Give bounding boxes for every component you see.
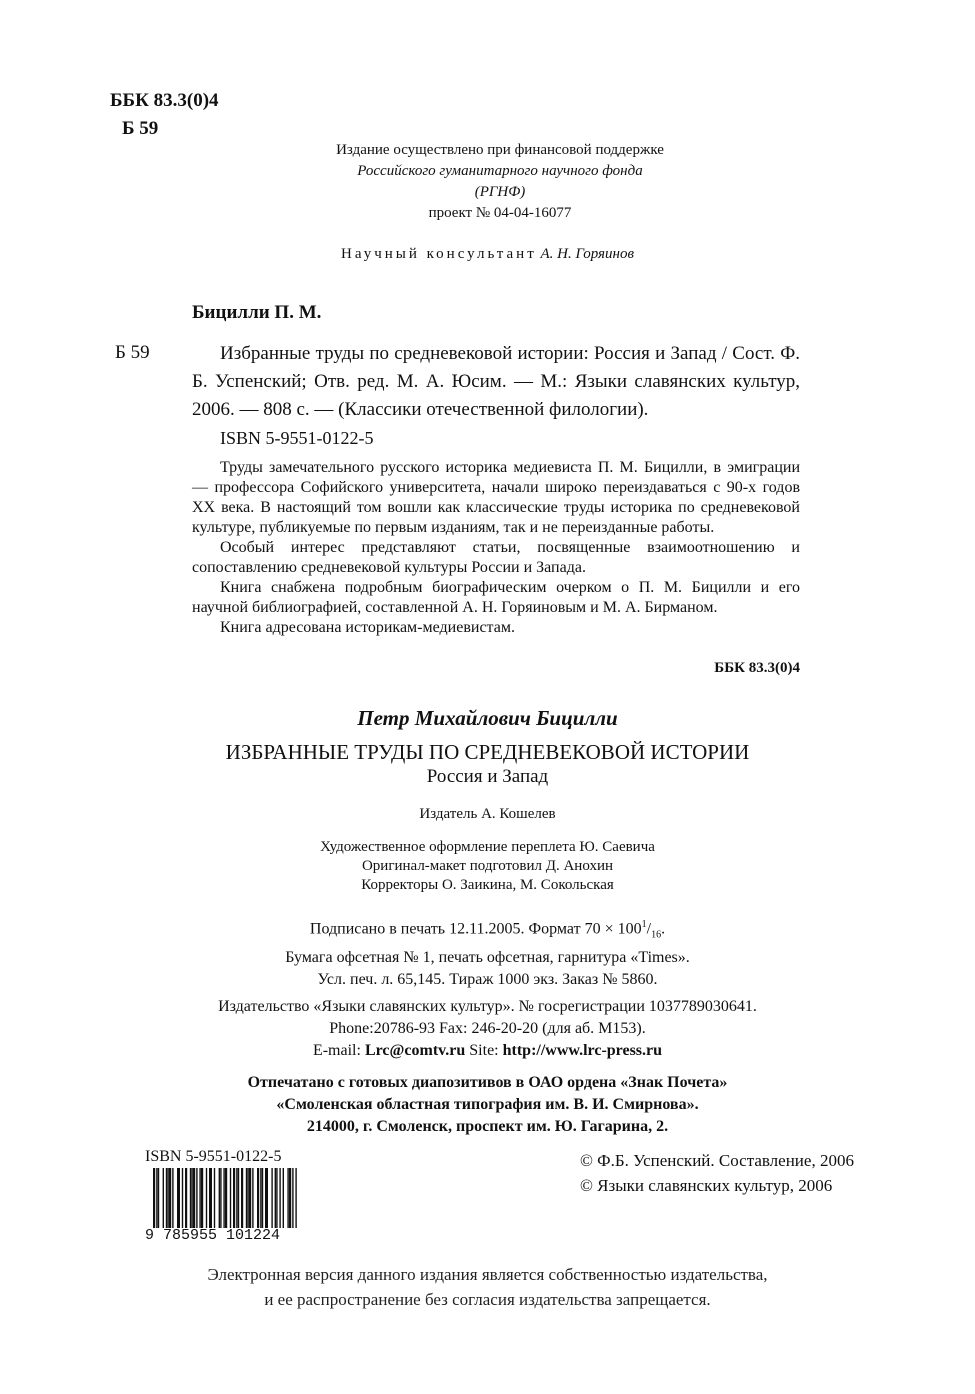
book-subtitle: Россия и Запад <box>426 766 549 787</box>
barcode-bar <box>241 1168 243 1228</box>
annotation-bbk: ББК 83.3(0)4 <box>714 660 800 676</box>
funding-foundation: Российского гуманитарного научного фонда <box>357 163 643 179</box>
barcode-bar <box>246 1168 247 1228</box>
printing-line: Усл. печ. л. 65,145. Тираж 1000 экз. Заказ № 5860. <box>317 970 658 988</box>
barcode-bar <box>153 1168 155 1228</box>
copyright-line: © Языки славянских культур, 2006 <box>580 1176 833 1195</box>
printing-line <box>0 914 975 947</box>
notice-line: Электронная версия данного издания является собственностью издательства, <box>207 1265 768 1284</box>
barcode-bar <box>233 1168 235 1228</box>
scientific-consultant <box>0 246 975 263</box>
funding-project: проект № 04-04-16077 <box>428 205 572 221</box>
barcode-bar <box>169 1168 171 1228</box>
catalog-sign: Б 59 <box>115 342 150 363</box>
barcode-bar <box>158 1168 159 1228</box>
site-label: Site: <box>469 1042 499 1059</box>
barcode-bar <box>220 1168 221 1228</box>
annotation-paragraph: Труды замечательного русского историка медиевиста П. М. Бицилли, в эмиграции — профессора Софийского университета, начали широко переиздаваться с 90-х годов XX века. В настоящий том вошли как классические труды историка по средневековой культуре, публикуемые по первым изданиям, так и не переизданные работы. <box>192 459 800 536</box>
barcode-bar <box>206 1168 207 1228</box>
barcode-bar <box>247 1168 248 1228</box>
catalog-author: Бицилли П. М. <box>192 302 322 323</box>
copyrights <box>580 1148 854 1198</box>
barcode-digits: 9 785955 101224 <box>145 1227 281 1244</box>
barcode-bar <box>211 1168 212 1228</box>
barcode-bar <box>238 1168 239 1228</box>
printing-signed: Подписано в печать 12.11.2005. Формат 70 × 100 <box>309 920 642 938</box>
book-title: ИЗБРАННЫЕ ТРУДЫ ПО СРЕДНЕВЕКОВОЙ ИСТОРИИ <box>225 740 750 764</box>
barcode-bar <box>275 1168 276 1228</box>
email-link[interactable]: Lrc@comtv.ru <box>364 1042 466 1059</box>
barcode-bar <box>260 1168 261 1228</box>
barcode-bar <box>283 1168 284 1228</box>
barcode-bar <box>287 1168 288 1228</box>
format-slash: / <box>646 920 652 938</box>
barcode-bar <box>295 1168 296 1228</box>
barcode-bar <box>172 1168 173 1228</box>
barcode-bar <box>196 1168 197 1228</box>
funding-abbr: (РГНФ) <box>474 184 526 200</box>
notice-line: и ее распространение без согласия издательства запрещается. <box>264 1290 711 1309</box>
book-author: Петр Михайлович Бицилли <box>357 706 618 730</box>
barcode-bar <box>166 1168 167 1228</box>
barcode-isbn: ISBN 5-9551-0122-5 <box>145 1148 282 1165</box>
funding-line: Издание осуществлено при финансовой поддержке <box>336 142 664 158</box>
printer-line: Отпечатано с готовых диапозитивов в ОАО ордена «Знак Почета» <box>247 1074 728 1091</box>
copyright-line: © Ф.Б. Успенский. Составление, 2006 <box>580 1151 854 1170</box>
barcode-bar <box>252 1168 253 1228</box>
barcode-bar <box>225 1168 227 1228</box>
staff-line: Художественное оформление переплета Ю. Саевича <box>320 839 655 855</box>
annotation <box>192 458 800 638</box>
press-line: Phone:20786-93 Fax: 246-20-20 (для аб. М153). <box>329 1020 646 1037</box>
consultant-label: Научный консультант <box>341 246 537 262</box>
printing-details <box>0 914 975 991</box>
format-sup: 1 <box>641 919 647 930</box>
bbk-classification: ББК 83.3(0)4 <box>110 90 219 111</box>
catalog-description: Избранные труды по средневековой истории: Россия и Запад / Сост. Ф. Б. Успенский; Отв. ред. М. А. Юсим. — М.: Языки славянских культур, 2006. — 808 с. — (Классики отечественной филологии). <box>192 343 800 420</box>
format-end: . <box>661 920 666 938</box>
annotation-paragraph: Особый интерес представляют статьи, посвященные взаимоотношению и сопоставлению средневековой культуры России и Запада. <box>192 539 800 576</box>
barcode-bar <box>223 1168 224 1228</box>
barcode-bar <box>279 1168 280 1228</box>
barcode-bar <box>249 1168 251 1228</box>
format-sub: 16 <box>651 929 662 941</box>
printer-line: «Смоленская областная типография им. В. И. Смирнова». <box>276 1096 699 1113</box>
production-staff <box>0 838 975 895</box>
barcode-bar <box>191 1168 192 1228</box>
barcode-bar <box>271 1168 272 1228</box>
barcode <box>145 1148 305 1243</box>
staff-line: Корректоры О. Заикина, М. Сокольская <box>361 877 614 893</box>
isbn: ISBN 5-9551-0122-5 <box>220 428 374 448</box>
barcode-bars <box>145 1168 305 1230</box>
publisher: Издатель А. Кошелев <box>419 806 556 822</box>
barcode-bar <box>199 1168 200 1228</box>
staff-line: Оригинал-макет подготовил Д. Анохин <box>361 858 614 874</box>
printer-line: 214000, г. Смоленск, проспект им. Ю. Гагарина, 2. <box>306 1118 669 1135</box>
barcode-bar <box>262 1168 263 1228</box>
barcode-bar <box>167 1168 168 1228</box>
printer-info <box>0 1072 975 1138</box>
barcode-bar <box>156 1168 157 1228</box>
barcode-bar <box>163 1168 164 1228</box>
annotation-paragraph: Книга снабжена подробным биографическим очерком о П. М. Бицилли и его научной библиографией, составленной А. Н. Горяиновым и М. А. Бирманом. <box>192 579 800 616</box>
press-line <box>0 1040 975 1062</box>
consultant-name: А. Н. Горяинов <box>540 246 634 262</box>
barcode-bar <box>236 1168 237 1228</box>
barcode-bar <box>190 1168 191 1228</box>
press-line: Издательство «Языки славянских культур». № госрегистрации 1037789030641. <box>218 998 757 1015</box>
barcode-bar <box>219 1168 220 1228</box>
electronic-version-notice <box>0 1262 975 1312</box>
barcode-bar <box>230 1168 231 1228</box>
email-label: E-mail: <box>312 1042 361 1059</box>
funding-block <box>250 140 750 224</box>
barcode-bar <box>276 1168 277 1228</box>
barcode-bar <box>214 1168 215 1228</box>
publisher-contacts <box>0 996 975 1062</box>
barcode-bar <box>193 1168 195 1228</box>
printing-line: Бумага офсетная № 1, печать офсетная, гарнитура «Times». <box>285 948 690 966</box>
barcode-bar <box>289 1168 291 1228</box>
barcode-bar <box>292 1168 293 1228</box>
barcode-bar <box>182 1168 183 1228</box>
barcode-bar <box>201 1168 203 1228</box>
annotation-paragraph: Книга адресована историкам-медиевистам. <box>220 619 515 636</box>
site-link[interactable]: http://www.lrc-press.ru <box>502 1042 663 1059</box>
barcode-bar <box>179 1168 180 1228</box>
barcode-bar <box>185 1168 187 1228</box>
barcode-bar <box>257 1168 259 1228</box>
barcode-bar <box>267 1168 268 1228</box>
author-sign: Б 59 <box>122 118 159 139</box>
